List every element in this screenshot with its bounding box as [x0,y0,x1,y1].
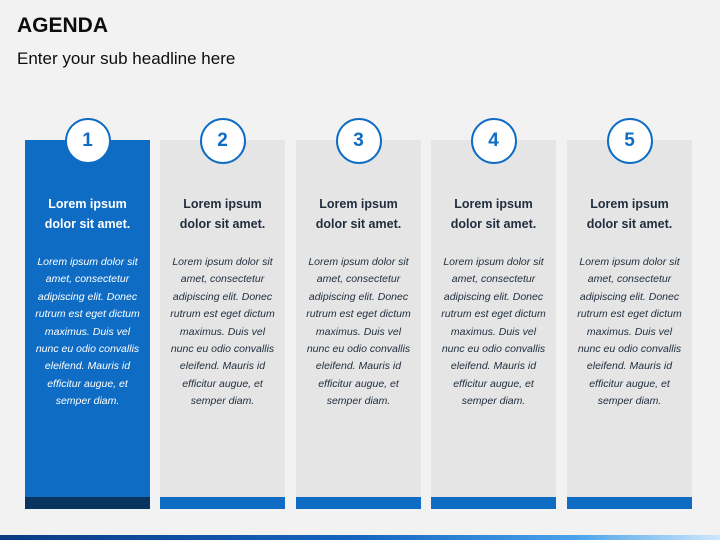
column-footer-bar [25,497,150,509]
column-heading: Lorem ipsum dolor sit amet. [179,197,266,231]
step-number-badge: 1 [65,118,111,164]
column-footer-bar [567,497,692,509]
column-footer-bar [296,497,421,509]
column-heading: Lorem ipsum dolor sit amet. [315,197,402,231]
page-subtitle: Enter your sub headline here [17,49,236,68]
agenda-column-5 [567,130,692,509]
column-body-text: Lorem ipsum dolor sit amet, consectetur adipiscing elit. Donec rutrum est eget dictum maximus. Duis vel nunc eu odio convallis eleifend. Mauris id efficitur augue, et semper diam. [170,256,275,408]
agenda-column-1 [25,130,150,509]
step-number-badge: 4 [471,118,517,164]
agenda-column-4 [431,130,556,509]
column-heading: Lorem ipsum dolor sit amet. [586,197,673,231]
agenda-column-2 [160,130,285,509]
column-body-text: Lorem ipsum dolor sit amet, consectetur adipiscing elit. Donec rutrum est eget dictum maximus. Duis vel nunc eu odio convallis eleifend. Mauris id efficitur augue, et semper diam. [306,256,411,408]
step-number-badge: 2 [200,118,246,164]
agenda-column-3 [296,130,421,509]
column-heading: Lorem ipsum dolor sit amet. [44,197,131,231]
page-title: AGENDA [17,14,109,37]
column-footer-bar [431,497,556,509]
column-body-text: Lorem ipsum dolor sit amet, consectetur adipiscing elit. Donec rutrum est eget dictum maximus. Duis vel nunc eu odio convallis eleifend. Mauris id efficitur augue, et semper diam. [35,256,140,408]
bottom-accent-strip [0,535,720,540]
step-number-badge: 3 [336,118,382,164]
step-number-badge: 5 [607,118,653,164]
column-body-text: Lorem ipsum dolor sit amet, consectetur adipiscing elit. Donec rutrum est eget dictum maximus. Duis vel nunc eu odio convallis eleifend. Mauris id efficitur augue, et semper diam. [441,256,546,408]
column-footer-bar [160,497,285,509]
column-body-text: Lorem ipsum dolor sit amet, consectetur adipiscing elit. Donec rutrum est eget dictum maximus. Duis vel nunc eu odio convallis eleifend. Mauris id efficitur augue, et semper diam. [577,256,682,408]
column-heading: Lorem ipsum dolor sit amet. [450,197,537,231]
